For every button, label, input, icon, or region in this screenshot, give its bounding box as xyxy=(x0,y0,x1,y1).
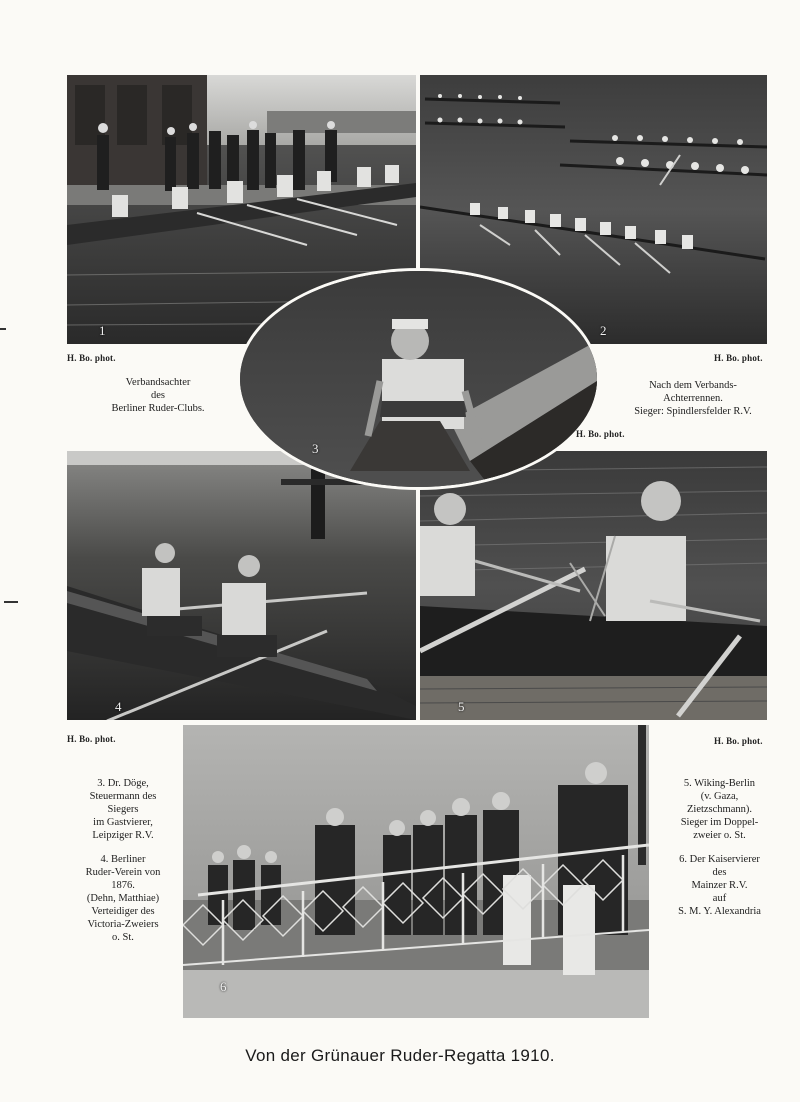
caption-line: Ruder-Verein von xyxy=(85,867,161,878)
caption-line: 6. Der Kaiservierer xyxy=(679,854,760,865)
caption-line: Victoria-Zweiers xyxy=(87,919,159,930)
caption-line: Mainzer R.V. xyxy=(691,880,748,891)
caption-photo-2 xyxy=(605,379,781,418)
page-title: Von der Grünauer Ruder-Regatta 1910. xyxy=(245,1046,555,1065)
caption-line: (v. Gaza, xyxy=(700,791,739,802)
photo-3-coxswain-portrait xyxy=(237,268,600,490)
caption-photo-1 xyxy=(88,376,228,415)
photo-credit-3: H. Bo. phot. xyxy=(576,429,625,439)
photo-number: 2 xyxy=(600,323,607,338)
margin-mark xyxy=(0,328,6,330)
caption-line: Nach dem Verbands- xyxy=(649,380,737,391)
caption-line: Berliner Ruder-Clubs. xyxy=(111,403,205,414)
margin-mark xyxy=(4,601,18,603)
caption-line: auf xyxy=(712,893,727,904)
caption-right-column xyxy=(652,777,787,918)
caption-line: 4. Berliner xyxy=(100,854,146,865)
photo-number: 5 xyxy=(458,699,465,714)
photo-credit-4: H. Bo. phot. xyxy=(67,734,116,744)
caption-line: des xyxy=(712,867,727,878)
photo-number: 4 xyxy=(115,699,122,714)
photo-5-wiking-berlin-double xyxy=(420,451,767,720)
caption-line: Verteidiger des xyxy=(91,906,155,917)
caption-line: o. St. xyxy=(112,932,134,943)
photo-number: 1 xyxy=(99,323,106,338)
photo-credit-1: H. Bo. phot. xyxy=(67,353,116,363)
photo-4-double-sculls xyxy=(67,451,416,720)
caption-line: Zietzschmann). xyxy=(686,804,752,815)
caption-line: Verbandsachter xyxy=(125,377,191,388)
caption-line: Sieger: Spindlersfelder R.V. xyxy=(634,406,752,417)
caption-line: im Gastvierer, xyxy=(93,817,153,828)
caption-line: (Dehn, Matthiae) xyxy=(86,893,160,904)
caption-line: 5. Wiking-Berlin xyxy=(683,778,756,789)
caption-line: Achterrennen. xyxy=(663,393,723,404)
caption-line: Sieger im Doppel- xyxy=(680,817,759,828)
caption-left-column xyxy=(63,777,183,944)
caption-line: Steuermann des xyxy=(89,791,157,802)
caption-line: Leipziger R.V. xyxy=(92,830,154,841)
photo-credit-2: H. Bo. phot. xyxy=(714,353,763,363)
caption-line: Siegers xyxy=(107,804,139,815)
caption-line: S. M. Y. Alexandria xyxy=(678,906,761,917)
photo-number: 6 xyxy=(220,979,227,994)
photo-6-kaiservierer-on-yacht xyxy=(183,725,649,1018)
caption-line: 3. Dr. Döge, xyxy=(97,778,149,789)
photo-credit-5: H. Bo. phot. xyxy=(714,736,763,746)
caption-line: zweier o. St. xyxy=(693,830,746,841)
photo-number: 3 xyxy=(312,441,319,456)
caption-line: 1876. xyxy=(111,880,135,891)
caption-line: des xyxy=(151,390,165,401)
